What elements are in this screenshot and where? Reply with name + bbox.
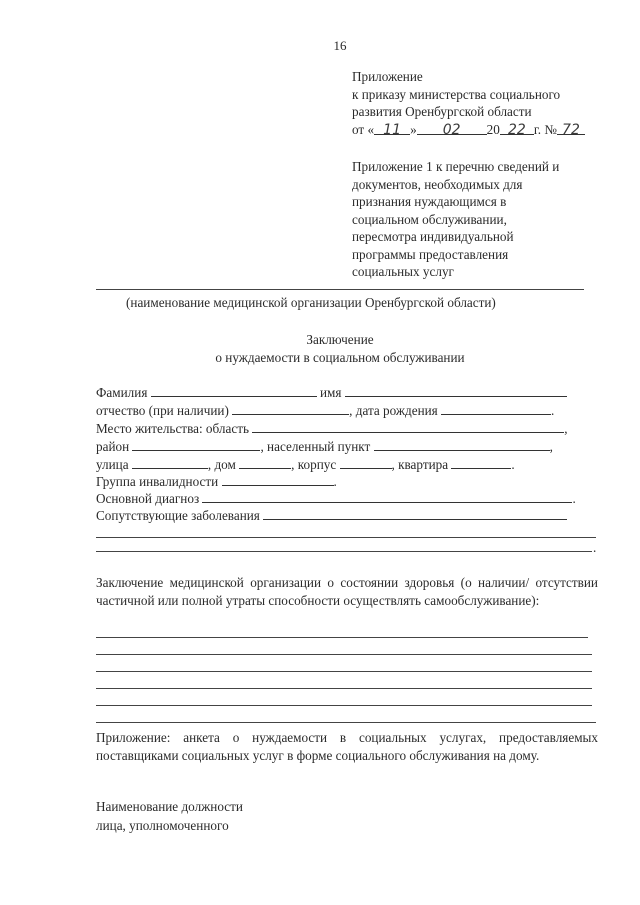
district-label: район bbox=[96, 439, 130, 454]
appendix-1-line: признания нуждающимся в bbox=[352, 194, 507, 209]
date-prefix: от « bbox=[352, 121, 375, 137]
house-field bbox=[239, 455, 291, 469]
date-year: 22 bbox=[507, 121, 526, 138]
conclusion-line bbox=[96, 637, 588, 638]
disability-label: Группа инвалидности bbox=[96, 474, 219, 489]
district-row: район , населенный пункт , bbox=[96, 439, 553, 454]
appendix-1-line: пересмотра индивидуальной bbox=[352, 229, 514, 244]
comorbidities-line-2 bbox=[96, 537, 596, 538]
house-label: , дом bbox=[207, 457, 236, 472]
locality-field bbox=[374, 437, 550, 451]
address-row: улица , дом , корпус , квартира . bbox=[96, 457, 515, 472]
patronymic-label: отчество (при наличии) bbox=[96, 403, 229, 418]
org-caption: (наименование медицинской организации Оренбургской области) bbox=[126, 295, 496, 310]
appendix-line-2: к приказу министерства социального bbox=[352, 86, 561, 102]
date-num-prefix: г. № bbox=[533, 121, 557, 137]
header-appendix bbox=[352, 68, 585, 138]
disability-row: Группа инвалидности . bbox=[96, 474, 337, 489]
date-year-prefix: 20 bbox=[486, 121, 500, 137]
patronymic-row: отчество (при наличии) , дата рождения . bbox=[96, 403, 555, 418]
attachment-paragraph: Приложение: анкета о нуждаемости в социальных услугах, предоставляемых поставщиками социальных услуг в форме социального обслуживания на дому. bbox=[96, 730, 598, 763]
order-date-line bbox=[352, 121, 585, 139]
page-number: 16 bbox=[333, 38, 347, 53]
birth-date-label: , дата рождения bbox=[349, 403, 438, 418]
appendix-line-1: Приложение bbox=[352, 69, 423, 84]
street-field bbox=[132, 455, 208, 469]
date-mid: » bbox=[410, 121, 417, 137]
order-number: 72 bbox=[562, 121, 580, 138]
appendix-1-line: социальном обслуживании, bbox=[352, 211, 507, 227]
title-line-1: Заключение bbox=[306, 332, 374, 347]
appendix-line-3: развития Оренбургской области bbox=[352, 104, 532, 119]
position-line-2: лица, уполномоченного bbox=[96, 818, 229, 833]
region-field bbox=[252, 419, 564, 433]
surname-field bbox=[151, 383, 317, 397]
title-line-2: о нуждаемости в социальном обслуживании bbox=[215, 350, 465, 365]
building-field bbox=[340, 455, 392, 469]
order-number-field bbox=[557, 121, 585, 138]
building-label: , корпус bbox=[291, 457, 337, 472]
name-field bbox=[345, 383, 567, 397]
conclusion-line bbox=[96, 722, 596, 723]
date-year-field bbox=[500, 121, 534, 138]
residence-row: Место жительства: область , bbox=[96, 421, 568, 436]
patronymic-field bbox=[232, 401, 349, 415]
comorbidities-line-3 bbox=[96, 551, 592, 552]
document-page: 16 Приложение к приказу министерства социального развития Оренбургской области от « 11 » 02 20 22 г. № 72 Приложение 1 к перечню сведений и документов, необходимых для признания нуждающимся в социальном обслуживании, пересмотра индивидуальной программы предоставления социальных услуг (наименование медицинской организации Оренбургской области) Заключение о нуждаемости в социальном обслуживании Фамилия имя отчество (при наличии) , дата рождения . Место жительства: область , район , населенный пункт , улица , дом , корпус , квартира . Группа инвалидности . Основной диагноз . Сопутствующие заболевания . Заключение медицинской организации о состоянии здоровья (о наличии/ отсутствии частичной или полной утраты способности осуществлять самообслуживание): Приложение: анкета о нуждаемости в социальных услугах, предоставляемых поставщиками социальных услуг в форме социального обслуживания на дому. Наименование должности лица, уполномоченного bbox=[0, 0, 640, 905]
name-label: имя bbox=[319, 385, 342, 400]
appendix-1-line: Приложение 1 к перечню сведений и bbox=[352, 159, 560, 174]
date-month-field bbox=[417, 121, 487, 138]
comorbidities-row bbox=[96, 506, 567, 524]
appendix-1-block bbox=[352, 158, 559, 281]
conclusion-line bbox=[96, 705, 592, 706]
surname-label: Фамилия bbox=[96, 385, 148, 400]
date-day-field bbox=[374, 121, 410, 138]
appendix-1-line: программы предоставления bbox=[352, 246, 509, 262]
appendix-1-line: социальных услуг bbox=[352, 264, 454, 279]
date-month: 02 bbox=[442, 121, 461, 138]
conclusion-line bbox=[96, 688, 592, 689]
diagnosis-row: Основной диагноз . bbox=[96, 491, 576, 506]
locality-label: , населенный пункт bbox=[260, 439, 371, 454]
surname-row bbox=[96, 383, 567, 401]
conclusion-line bbox=[96, 671, 592, 672]
appendix-1-line: документов, необходимых для bbox=[352, 176, 523, 192]
conclusion-line bbox=[96, 654, 592, 655]
comorbidities-field bbox=[263, 506, 567, 520]
disability-field bbox=[222, 472, 334, 486]
conclusion-paragraph: Заключение медицинской организации о состоянии здоровья (о наличии/ отсутствии частичной или полной утраты способности осуществлять самообслуживание): bbox=[96, 575, 598, 608]
org-name-line bbox=[96, 289, 584, 290]
date-day: 11 bbox=[383, 121, 401, 138]
apartment-field bbox=[451, 455, 511, 469]
comorbidities-label: Сопутствующие заболевания bbox=[96, 508, 260, 523]
apartment-label: , квартира bbox=[391, 457, 449, 472]
street-label: улица bbox=[96, 457, 129, 472]
position-line-1: Наименование должности bbox=[96, 799, 243, 814]
birth-date-field bbox=[441, 401, 551, 415]
district-field bbox=[132, 437, 260, 451]
residence-label: Место жительства: область bbox=[96, 421, 249, 436]
diagnosis-label: Основной диагноз bbox=[96, 491, 200, 506]
diagnosis-field bbox=[202, 489, 572, 503]
